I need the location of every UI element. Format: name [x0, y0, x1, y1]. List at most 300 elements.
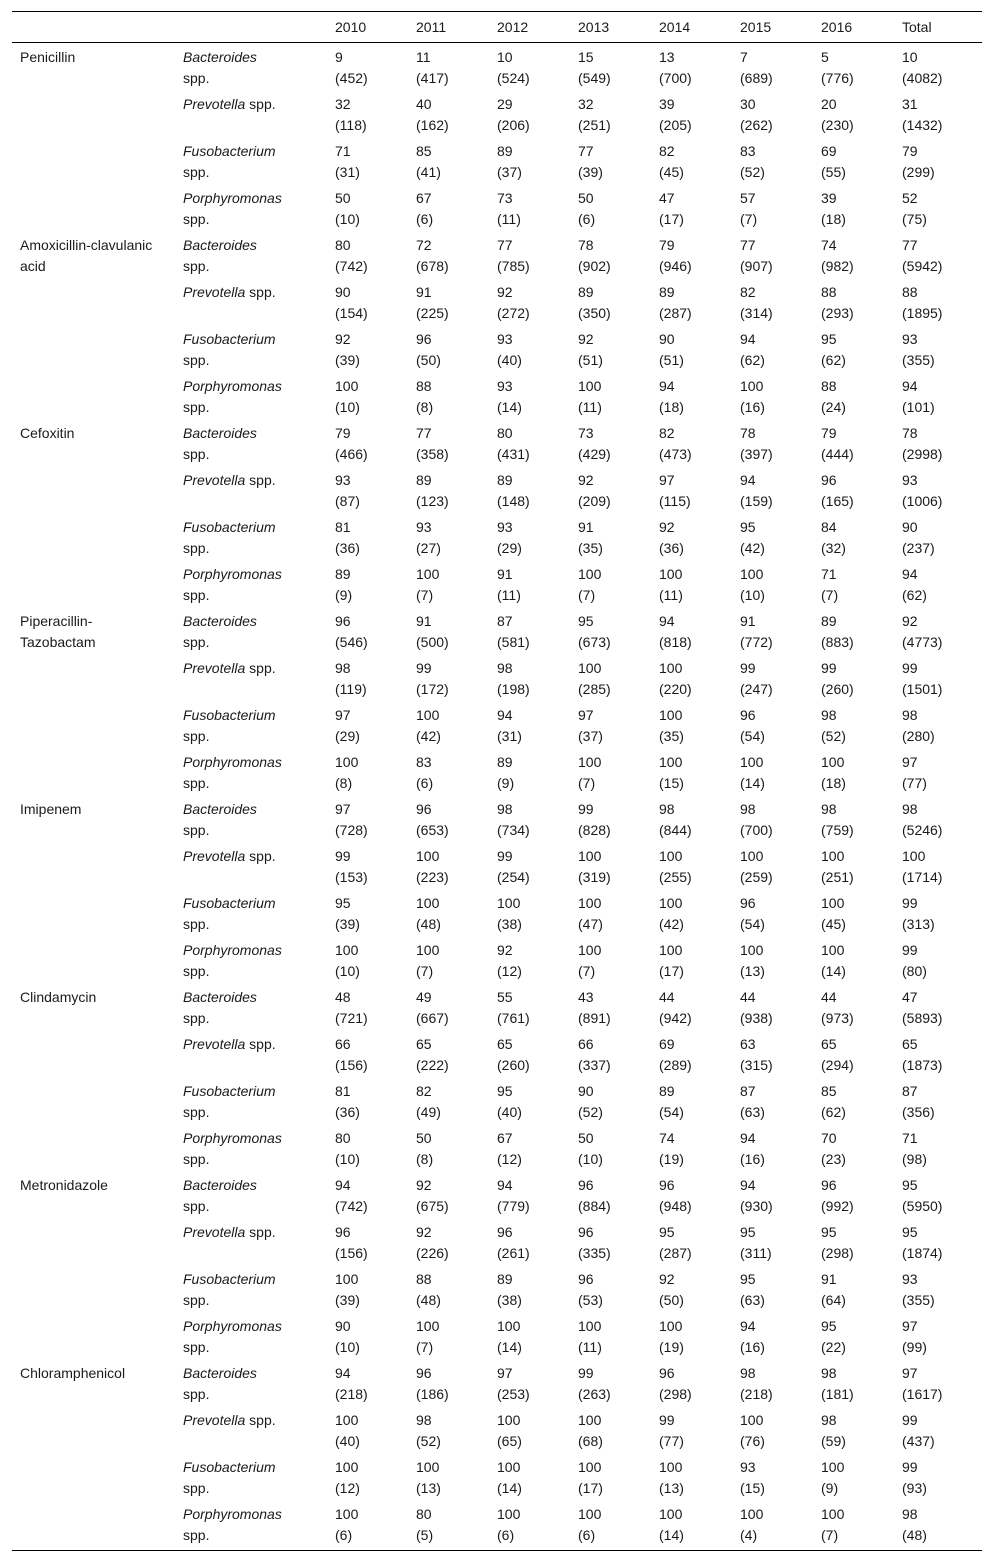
value-cell: [651, 278, 732, 325]
value-cell: [327, 466, 408, 513]
isolate-count: (54): [659, 1104, 684, 1120]
value-cell: [489, 936, 570, 983]
percent-susceptible: 43: [578, 989, 594, 1005]
isolate-count: (36): [659, 540, 684, 556]
value-cell: [570, 419, 651, 466]
genus-name: Prevotella: [183, 1412, 246, 1428]
isolate-count: (13): [740, 963, 765, 979]
isolate-count: (7): [416, 587, 434, 603]
value-cell: [489, 654, 570, 701]
percent-susceptible: 100: [416, 1318, 440, 1334]
isolate-count: (35): [578, 540, 603, 556]
isolate-count: (5893): [902, 1010, 943, 1026]
value-cell: [732, 1406, 813, 1453]
isolate-count: (884): [578, 1198, 611, 1214]
value-cell: [813, 842, 894, 889]
value-cell: [651, 1030, 732, 1077]
species-suffix: spp.: [183, 963, 210, 979]
isolate-count: (50): [416, 352, 441, 368]
isolate-count: (18): [821, 211, 846, 227]
isolate-count: (8): [335, 775, 353, 791]
value-cell: [327, 513, 408, 560]
percent-susceptible: 99: [902, 1459, 918, 1475]
value-cell: [489, 842, 570, 889]
isolate-count: (24): [821, 399, 846, 415]
value-cell: [894, 701, 982, 748]
percent-susceptible: 92: [659, 519, 675, 535]
percent-susceptible: 94: [659, 378, 675, 394]
isolate-count: (982): [821, 258, 854, 274]
species-cell: [175, 278, 327, 325]
percent-susceptible: 96: [740, 707, 756, 723]
value-cell: [813, 1124, 894, 1171]
genus-name: Bacteroides: [183, 801, 257, 817]
isolate-count: (285): [578, 681, 611, 697]
percent-susceptible: 100: [578, 942, 602, 958]
value-cell: [489, 278, 570, 325]
percent-susceptible: 20: [821, 96, 837, 112]
isolate-count: (80): [902, 963, 927, 979]
percent-susceptible: 100: [335, 754, 359, 770]
value-cell: [813, 889, 894, 936]
percent-susceptible: 93: [497, 378, 513, 394]
isolate-count: (938): [740, 1010, 773, 1026]
percent-susceptible: 96: [578, 1177, 594, 1193]
column-header: 2012: [489, 12, 570, 43]
antibiotic-cell: [12, 513, 175, 560]
isolate-count: (299): [902, 164, 935, 180]
percent-susceptible: 98: [416, 1412, 432, 1428]
value-cell: [327, 1453, 408, 1500]
genus-name: Porphyromonas: [183, 1506, 282, 1522]
isolate-count: (77): [659, 1433, 684, 1449]
value-cell: [651, 983, 732, 1030]
percent-susceptible: 100: [659, 660, 683, 676]
value-cell: [894, 513, 982, 560]
isolate-count: (18): [821, 775, 846, 791]
genus-name: Fusobacterium: [183, 331, 276, 347]
value-cell: [327, 1500, 408, 1551]
isolate-count: (358): [416, 446, 449, 462]
isolate-count: (397): [740, 446, 773, 462]
value-cell: [894, 466, 982, 513]
percent-susceptible: 98: [659, 801, 675, 817]
isolate-count: (429): [578, 446, 611, 462]
percent-susceptible: 95: [497, 1083, 513, 1099]
percent-susceptible: 100: [416, 848, 440, 864]
isolate-count: (14): [740, 775, 765, 791]
value-cell: [489, 372, 570, 419]
percent-susceptible: 10: [902, 49, 918, 65]
value-cell: [408, 184, 489, 231]
value-cell: [327, 231, 408, 278]
table-row: [12, 1171, 982, 1218]
isolate-count: (254): [497, 869, 530, 885]
percent-susceptible: 97: [902, 754, 918, 770]
value-cell: [489, 1312, 570, 1359]
percent-susceptible: 96: [740, 895, 756, 911]
table-row: [12, 607, 982, 654]
percent-susceptible: 98: [902, 801, 918, 817]
value-cell: [813, 1077, 894, 1124]
species-suffix: spp.: [183, 1104, 210, 1120]
genus-name: Porphyromonas: [183, 1130, 282, 1146]
percent-susceptible: 97: [659, 472, 675, 488]
isolate-count: (4): [740, 1527, 758, 1543]
genus-name: Prevotella: [183, 848, 246, 864]
value-cell: [570, 889, 651, 936]
percent-susceptible: 93: [902, 331, 918, 347]
genus-name: Fusobacterium: [183, 1459, 276, 1475]
antibiotic-cell: [12, 1077, 175, 1124]
percent-susceptible: 80: [416, 1506, 432, 1522]
value-cell: [408, 936, 489, 983]
value-cell: [894, 419, 982, 466]
isolate-count: (19): [659, 1339, 684, 1355]
value-cell: [813, 90, 894, 137]
value-cell: [651, 1406, 732, 1453]
species-cell: [175, 936, 327, 983]
value-cell: [732, 466, 813, 513]
value-cell: [651, 842, 732, 889]
isolate-count: (10): [335, 963, 360, 979]
percent-susceptible: 50: [578, 1130, 594, 1146]
value-cell: [570, 1218, 651, 1265]
table-row: [12, 466, 982, 513]
percent-susceptible: 100: [821, 1459, 845, 1475]
percent-susceptible: 65: [821, 1036, 837, 1052]
value-cell: [489, 560, 570, 607]
percent-susceptible: 89: [497, 472, 513, 488]
value-cell: [894, 184, 982, 231]
percent-susceptible: 65: [902, 1036, 918, 1052]
isolate-count: (5): [416, 1527, 434, 1543]
percent-susceptible: 95: [578, 613, 594, 629]
isolate-count: (293): [821, 305, 854, 321]
percent-susceptible: 100: [497, 1412, 521, 1428]
value-cell: [489, 325, 570, 372]
percent-susceptible: 100: [659, 1459, 683, 1475]
isolate-count: (17): [659, 211, 684, 227]
percent-susceptible: 94: [659, 613, 675, 629]
species-suffix: spp.: [183, 1339, 210, 1355]
isolate-count: (891): [578, 1010, 611, 1026]
table-header: [12, 12, 982, 43]
percent-susceptible: 67: [497, 1130, 513, 1146]
column-header: 2016: [813, 12, 894, 43]
value-cell: [894, 1218, 982, 1265]
percent-susceptible: 82: [740, 284, 756, 300]
antibiotic-cell: [12, 184, 175, 231]
value-cell: [327, 748, 408, 795]
isolate-count: (45): [659, 164, 684, 180]
value-cell: [327, 1124, 408, 1171]
value-cell: [813, 1030, 894, 1077]
value-cell: [489, 513, 570, 560]
percent-susceptible: 98: [902, 707, 918, 723]
antibiotic-cell: [12, 466, 175, 513]
header-row: [12, 12, 982, 43]
isolate-count: (524): [497, 70, 530, 86]
isolate-count: (29): [497, 540, 522, 556]
isolate-count: (7): [578, 963, 596, 979]
isolate-count: (23): [821, 1151, 846, 1167]
value-cell: [489, 137, 570, 184]
percent-susceptible: 32: [335, 96, 351, 112]
percent-susceptible: 100: [740, 942, 764, 958]
isolate-count: (883): [821, 634, 854, 650]
percent-susceptible: 77: [902, 237, 918, 253]
value-cell: [894, 1030, 982, 1077]
value-cell: [894, 1124, 982, 1171]
percent-susceptible: 95: [740, 519, 756, 535]
isolate-count: (6): [335, 1527, 353, 1543]
value-cell: [570, 1124, 651, 1171]
percent-susceptible: 49: [416, 989, 432, 1005]
value-cell: [327, 1359, 408, 1406]
isolate-count: (218): [335, 1386, 368, 1402]
column-header: 2010: [327, 12, 408, 43]
isolate-count: (40): [335, 1433, 360, 1449]
percent-susceptible: 74: [659, 1130, 675, 1146]
value-cell: [327, 889, 408, 936]
percent-susceptible: 94: [335, 1177, 351, 1193]
isolate-count: (62): [821, 352, 846, 368]
species-suffix: spp.: [183, 352, 210, 368]
value-cell: [894, 560, 982, 607]
isolate-count: (721): [335, 1010, 368, 1026]
table-row: [12, 795, 982, 842]
antibiotic-cell: [12, 90, 175, 137]
percent-susceptible: 9: [335, 49, 343, 65]
table-row: [12, 560, 982, 607]
percent-susceptible: 87: [740, 1083, 756, 1099]
value-cell: [327, 372, 408, 419]
value-cell: [894, 1312, 982, 1359]
percent-susceptible: 96: [335, 613, 351, 629]
isolate-count: (37): [578, 728, 603, 744]
percent-susceptible: 98: [740, 801, 756, 817]
isolate-count: (65): [497, 1433, 522, 1449]
antibiotic-cell: [12, 560, 175, 607]
isolate-count: (431): [497, 446, 530, 462]
percent-susceptible: 72: [416, 237, 432, 253]
percent-susceptible: 99: [902, 895, 918, 911]
table-row: [12, 325, 982, 372]
percent-susceptible: 81: [335, 1083, 351, 1099]
isolate-count: (7): [821, 1527, 839, 1543]
isolate-count: (154): [335, 305, 368, 321]
value-cell: [489, 1171, 570, 1218]
isolate-count: (251): [821, 869, 854, 885]
antibiotic-cell: [12, 1453, 175, 1500]
species-suffix: spp.: [183, 775, 210, 791]
species-cell: [175, 748, 327, 795]
isolate-count: (37): [497, 164, 522, 180]
species-cell: [175, 419, 327, 466]
percent-susceptible: 47: [902, 989, 918, 1005]
value-cell: [813, 1218, 894, 1265]
isolate-count: (38): [497, 1292, 522, 1308]
genus-name: Prevotella: [183, 660, 246, 676]
isolate-count: (260): [497, 1057, 530, 1073]
isolate-count: (11): [578, 1339, 602, 1355]
value-cell: [327, 278, 408, 325]
value-cell: [570, 748, 651, 795]
isolate-count: (1714): [902, 869, 943, 885]
isolate-count: (165): [821, 493, 854, 509]
percent-susceptible: 84: [821, 519, 837, 535]
isolate-count: (205): [659, 117, 692, 133]
value-cell: [651, 1077, 732, 1124]
percent-susceptible: 100: [821, 848, 845, 864]
isolate-count: (5950): [902, 1198, 943, 1214]
percent-susceptible: 89: [497, 143, 513, 159]
genus-name: Fusobacterium: [183, 519, 276, 535]
species-cell: [175, 1500, 327, 1551]
isolate-count: (759): [821, 822, 854, 838]
isolate-count: (22): [821, 1339, 846, 1355]
percent-susceptible: 83: [416, 754, 432, 770]
isolate-count: (29): [335, 728, 360, 744]
percent-susceptible: 96: [578, 1271, 594, 1287]
value-cell: [408, 1077, 489, 1124]
value-cell: [813, 701, 894, 748]
percent-susceptible: 95: [821, 1224, 837, 1240]
table-row: [12, 1030, 982, 1077]
value-cell: [813, 43, 894, 91]
percent-susceptible: 90: [578, 1083, 594, 1099]
percent-susceptible: 93: [740, 1459, 756, 1475]
isolate-count: (14): [821, 963, 846, 979]
isolate-count: (42): [740, 540, 765, 556]
genus-name: Porphyromonas: [183, 942, 282, 958]
isolate-count: (62): [821, 1104, 846, 1120]
value-cell: [651, 231, 732, 278]
percent-susceptible: 89: [335, 566, 351, 582]
percent-susceptible: 30: [740, 96, 756, 112]
percent-susceptible: 100: [740, 1506, 764, 1522]
table-row: [12, 936, 982, 983]
percent-susceptible: 100: [416, 895, 440, 911]
isolate-count: (772): [740, 634, 773, 650]
percent-susceptible: 100: [578, 1318, 602, 1334]
table-row: [12, 419, 982, 466]
species-cell: [175, 90, 327, 137]
isolate-count: (62): [740, 352, 765, 368]
isolate-count: (6): [416, 775, 434, 791]
isolate-count: (237): [902, 540, 935, 556]
value-cell: [732, 1453, 813, 1500]
isolate-count: (973): [821, 1010, 854, 1026]
genus-name: Porphyromonas: [183, 378, 282, 394]
antibiotic-cell: [12, 372, 175, 419]
percent-susceptible: 96: [416, 1365, 432, 1381]
antibiotic-cell: [12, 842, 175, 889]
value-cell: [408, 1030, 489, 1077]
value-cell: [570, 1265, 651, 1312]
isolate-count: (444): [821, 446, 854, 462]
value-cell: [894, 90, 982, 137]
percent-susceptible: 85: [416, 143, 432, 159]
value-cell: [327, 607, 408, 654]
percent-susceptible: 94: [740, 331, 756, 347]
value-cell: [813, 419, 894, 466]
species-cell: [175, 1406, 327, 1453]
isolate-count: (39): [578, 164, 603, 180]
table-row: [12, 889, 982, 936]
genus-name: Bacteroides: [183, 989, 257, 1005]
value-cell: [813, 936, 894, 983]
percent-susceptible: 95: [902, 1177, 918, 1193]
isolate-count: (1501): [902, 681, 943, 697]
isolate-count: (52): [578, 1104, 603, 1120]
isolate-count: (581): [497, 634, 530, 650]
isolate-count: (41): [416, 164, 441, 180]
isolate-count: (6): [416, 211, 434, 227]
value-cell: [813, 231, 894, 278]
column-header: 2013: [570, 12, 651, 43]
species-suffix: spp.: [183, 1480, 210, 1496]
isolate-count: (11): [578, 399, 602, 415]
table-row: [12, 1218, 982, 1265]
percent-susceptible: 71: [902, 1130, 918, 1146]
isolate-count: (253): [497, 1386, 530, 1402]
value-cell: [651, 560, 732, 607]
isolate-count: (4773): [902, 634, 943, 650]
genus-name: Bacteroides: [183, 613, 257, 629]
column-header: Total: [894, 12, 982, 43]
isolate-count: (1873): [902, 1057, 943, 1073]
percent-susceptible: 89: [821, 613, 837, 629]
species-cell: [175, 983, 327, 1030]
isolate-count: (148): [497, 493, 530, 509]
value-cell: [570, 842, 651, 889]
species-cell: [175, 795, 327, 842]
percent-susceptible: 96: [416, 331, 432, 347]
isolate-count: (828): [578, 822, 611, 838]
isolate-count: (280): [902, 728, 935, 744]
percent-susceptible: 80: [497, 425, 513, 441]
genus-name: Prevotella: [183, 284, 246, 300]
table-row: [12, 90, 982, 137]
isolate-count: (16): [740, 399, 765, 415]
value-cell: [570, 1359, 651, 1406]
value-cell: [813, 654, 894, 701]
value-cell: [813, 325, 894, 372]
isolate-count: (261): [497, 1245, 530, 1261]
value-cell: [327, 1077, 408, 1124]
percent-susceptible: 100: [416, 566, 440, 582]
value-cell: [732, 1171, 813, 1218]
value-cell: [327, 1312, 408, 1359]
isolate-count: (10): [335, 211, 360, 227]
antibiotic-cell: [12, 137, 175, 184]
isolate-count: (47): [578, 916, 603, 932]
isolate-count: (700): [740, 822, 773, 838]
percent-susceptible: 71: [335, 143, 351, 159]
percent-susceptible: 79: [335, 425, 351, 441]
value-cell: [489, 43, 570, 91]
genus-name: Prevotella: [183, 472, 246, 488]
value-cell: [408, 231, 489, 278]
value-cell: [894, 1077, 982, 1124]
percent-susceptible: 94: [740, 472, 756, 488]
percent-susceptible: 89: [497, 754, 513, 770]
isolate-count: (181): [821, 1386, 854, 1402]
isolate-count: (902): [578, 258, 611, 274]
percent-susceptible: 39: [659, 96, 675, 112]
